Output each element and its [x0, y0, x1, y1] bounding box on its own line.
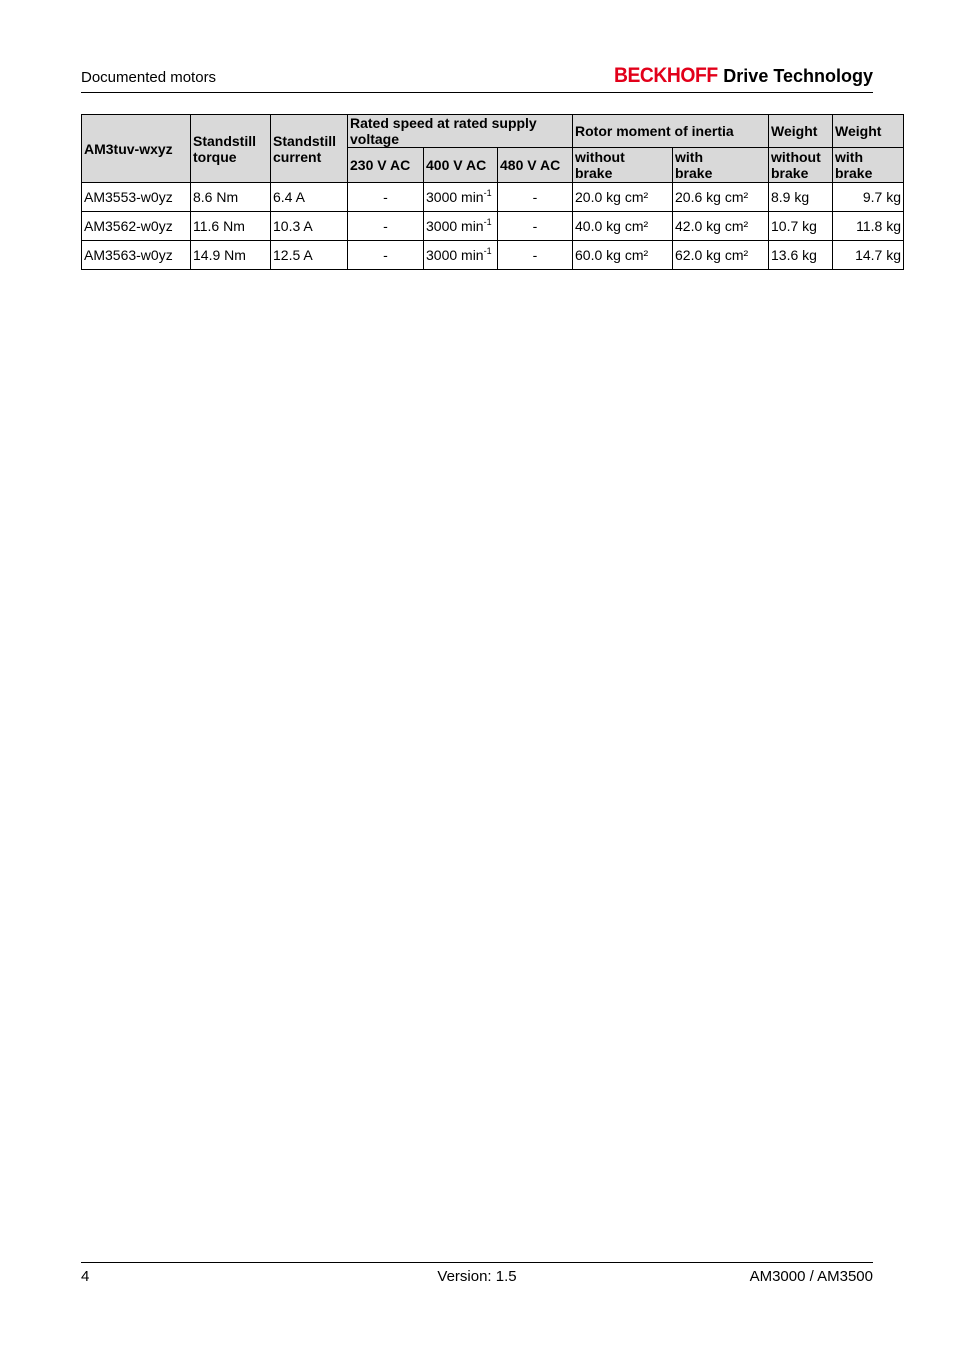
cell-inertia-with-brake: 62.0 kg cm²: [673, 241, 769, 270]
cell-weight-with-brake: 9.7 kg: [833, 183, 904, 212]
cell-230v: -: [348, 183, 424, 212]
header-inertia-group: Rotor moment of inertia: [573, 115, 769, 148]
cell-inertia-without-brake: 20.0 kg cm²: [573, 183, 673, 212]
cell-model: AM3562-w0yz: [82, 212, 191, 241]
header-speed-group: Rated speed at rated supply voltage: [348, 115, 573, 148]
exponent: -1: [483, 188, 492, 198]
cell-torque: 8.6 Nm: [191, 183, 271, 212]
cell-torque: 11.6 Nm: [191, 212, 271, 241]
header-weight: Weight: [833, 115, 904, 148]
cell-230v: -: [348, 212, 424, 241]
header-inertia-without-brake: without brake: [573, 148, 673, 183]
cell-inertia-without-brake: 40.0 kg cm²: [573, 212, 673, 241]
cell-inertia-with-brake: 42.0 kg cm²: [673, 212, 769, 241]
cell-inertia-with-brake: 20.6 kg cm²: [673, 183, 769, 212]
brand-logo: BECKHOFF: [613, 64, 718, 87]
cell-480v: -: [498, 241, 573, 270]
section-title: Documented motors: [81, 69, 217, 86]
header-400v: 400 V AC: [424, 148, 498, 183]
header-230v: 230 V AC: [348, 148, 424, 183]
header-weight-with-brake: with brake: [833, 148, 904, 183]
cell-weight-with-brake: 11.8 kg: [833, 212, 904, 241]
motor-data-table: [81, 114, 904, 270]
version-label: Version: 1.5: [437, 1268, 517, 1285]
cell-400v: 3000 $\min^{-1}$: [424, 241, 498, 270]
page-number: 4: [81, 1268, 90, 1285]
cell-torque: 14.9 Nm: [191, 241, 271, 270]
header-weight: Weight: [769, 115, 833, 148]
table-row: [82, 183, 904, 212]
cell-weight-without-brake: 8.9 kg: [769, 183, 833, 212]
cell-230v: -: [348, 241, 424, 270]
cell-model: AM3563-w0yz: [82, 241, 191, 270]
cell-current: 12.5 A: [271, 241, 348, 270]
header-current: Standstill current: [271, 115, 348, 183]
cell-400v: 3000 $\min^{-1}$: [424, 212, 498, 241]
exponent: -1: [483, 217, 492, 227]
page-header: [81, 62, 873, 93]
header-inertia-with-brake: with brake: [673, 148, 769, 183]
brand-subtitle: Drive Technology: [723, 66, 873, 86]
cell-model: AM3553-w0yz: [82, 183, 191, 212]
header-480v: 480 V AC: [498, 148, 573, 183]
product-name: AM3000 / AM3500: [749, 1268, 873, 1285]
page-footer: [81, 1262, 873, 1287]
cell-weight-without-brake: 13.6 kg: [769, 241, 833, 270]
cell-inertia-without-brake: 60.0 kg cm²: [573, 241, 673, 270]
cell-400v: 3000 $\min^{-1}$: [424, 183, 498, 212]
cell-current: 10.3 A: [271, 212, 348, 241]
header-weight-without-brake: without brake: [769, 148, 833, 183]
exponent: -1: [483, 246, 492, 256]
brand-block: [605, 64, 873, 88]
cell-weight-with-brake: 14.7 kg: [833, 241, 904, 270]
table-row: [82, 212, 904, 241]
cell-480v: -: [498, 212, 573, 241]
cell-current: 6.4 A: [271, 183, 348, 212]
header-model: AM3tuv-wxyz: [82, 115, 191, 183]
header-torque: Standstill torque: [191, 115, 271, 183]
cell-weight-without-brake: 10.7 kg: [769, 212, 833, 241]
table-row: [82, 241, 904, 270]
cell-480v: -: [498, 183, 573, 212]
